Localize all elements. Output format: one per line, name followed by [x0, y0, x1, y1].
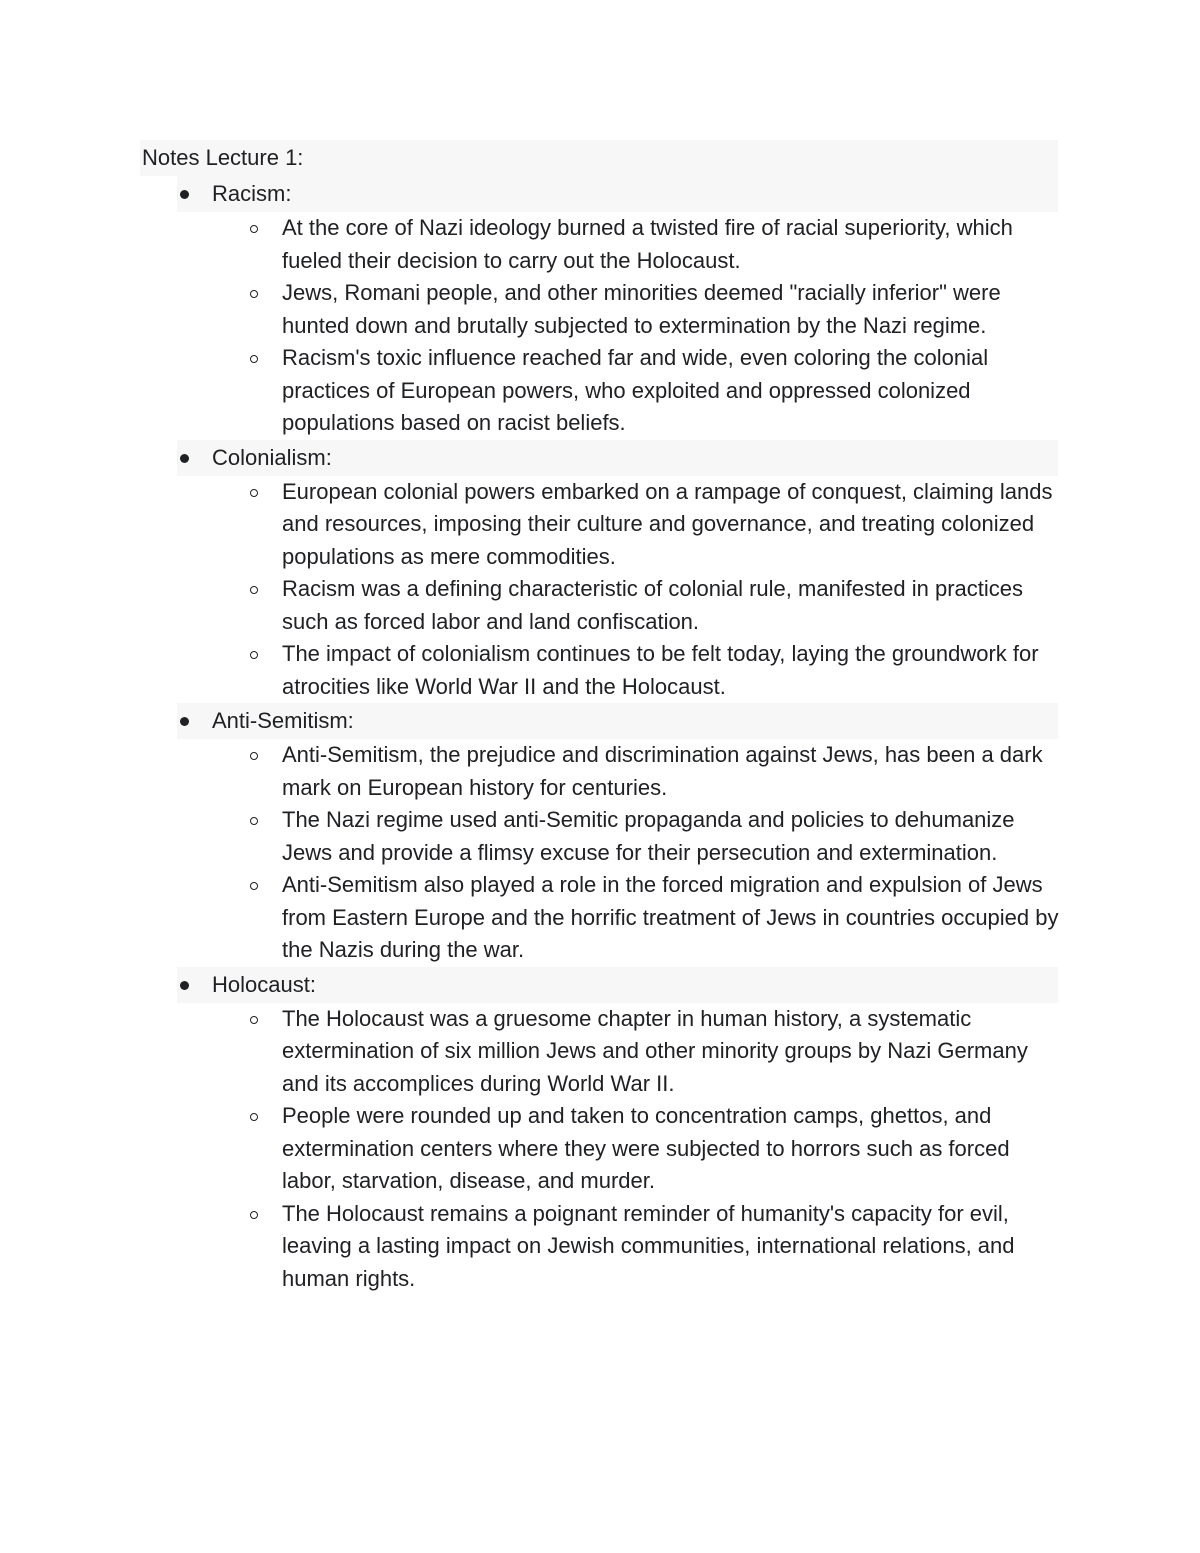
notes-document [0, 140, 1200, 1295]
point-text: The impact of colonialism continues to be felt today, laying the groundwork for atrocities like World War II and the Holocaust. [282, 641, 1039, 699]
point-list [0, 212, 1200, 440]
hollow-bullet-icon [250, 355, 258, 363]
filled-bullet-icon [180, 190, 189, 199]
topic-heading: Holocaust: [212, 971, 316, 997]
list-item [0, 342, 1062, 440]
list-item [0, 869, 1062, 967]
topic-heading: Colonialism: [212, 444, 332, 470]
document-title-row [140, 140, 1058, 176]
point-text: Anti-Semitism, the prejudice and discrimination against Jews, has been a dark mark on European history for centuries. [282, 742, 1043, 800]
point-text: Jews, Romani people, and other minorities deemed "racially inferior" were hunted down and brutally subjected to extermination by the Nazi regime. [282, 280, 1001, 338]
list-item [0, 638, 1062, 703]
list-item [0, 277, 1062, 342]
point-list [0, 476, 1200, 704]
point-text: The Holocaust was a gruesome chapter in human history, a systematic extermination of six million Jews and other minority groups by Nazi Germany and its accomplices during World War II. [282, 1005, 1028, 1096]
point-text: People were rounded up and taken to concentration camps, ghettos, and extermination centers where they were subjected to horrors such as forced labor, starvation, disease, and murder. [282, 1103, 1010, 1193]
list-item [0, 739, 1062, 804]
point-text: Racism's toxic influence reached far and wide, even coloring the colonial practices of European powers, who exploited and oppressed colonized populations based on racist beliefs. [282, 345, 989, 435]
topic-racism [0, 176, 1200, 440]
topic-heading-row [177, 967, 1058, 1003]
hollow-bullet-icon [250, 1113, 258, 1121]
hollow-bullet-icon [250, 882, 258, 890]
hollow-bullet-icon [250, 586, 258, 594]
list-item [0, 573, 1062, 638]
list-item [0, 1198, 1062, 1296]
hollow-bullet-icon [250, 489, 258, 497]
point-text: The Nazi regime used anti-Semitic propaganda and policies to dehumanize Jews and provide a flimsy excuse for their persecution and extermination. [282, 807, 1015, 865]
point-list [0, 1003, 1200, 1296]
topic-colonialism [0, 440, 1200, 704]
topic-heading: Anti-Semitism: [212, 708, 354, 733]
topic-heading: Racism: [212, 181, 292, 206]
point-text: Anti-Semitism also played a role in the forced migration and expulsion of Jews from Eastern Europe and the horrific treatment of Jews in countries occupied by the Nazis during the war. [282, 872, 1059, 962]
point-text: At the core of Nazi ideology burned a twisted fire of racial superiority, which fueled their decision to carry out the Holocaust. [282, 215, 1013, 273]
topic-anti-semitism [0, 703, 1200, 967]
hollow-bullet-icon [250, 752, 258, 760]
list-item [0, 1003, 1062, 1101]
list-item [0, 212, 1062, 277]
filled-bullet-icon [180, 981, 189, 990]
document-title: Notes Lecture 1: [142, 145, 304, 170]
topic-heading-row [177, 703, 1058, 739]
filled-bullet-icon [180, 717, 189, 726]
point-list [0, 739, 1200, 967]
list-item [0, 804, 1062, 869]
hollow-bullet-icon [250, 1211, 258, 1219]
topic-holocaust [0, 967, 1200, 1296]
topic-list [0, 176, 1200, 1295]
hollow-bullet-icon [250, 1016, 258, 1024]
list-item [0, 476, 1062, 574]
topic-heading-row [177, 176, 1058, 212]
hollow-bullet-icon [250, 817, 258, 825]
point-text: Racism was a defining characteristic of colonial rule, manifested in practices such as forced labor and land confiscation. [282, 576, 1023, 634]
hollow-bullet-icon [250, 225, 258, 233]
list-item [0, 1100, 1062, 1198]
hollow-bullet-icon [250, 651, 258, 659]
point-text: The Holocaust remains a poignant reminder of humanity's capacity for evil, leaving a lasting impact on Jewish communities, international relations, and human rights. [282, 1200, 1015, 1291]
point-text: European colonial powers embarked on a rampage of conquest, claiming lands and resources, imposing their culture and governance, and treating colonized populations as mere commodities. [282, 478, 1053, 569]
filled-bullet-icon [180, 454, 189, 463]
hollow-bullet-icon [250, 290, 258, 298]
topic-heading-row [177, 440, 1058, 476]
